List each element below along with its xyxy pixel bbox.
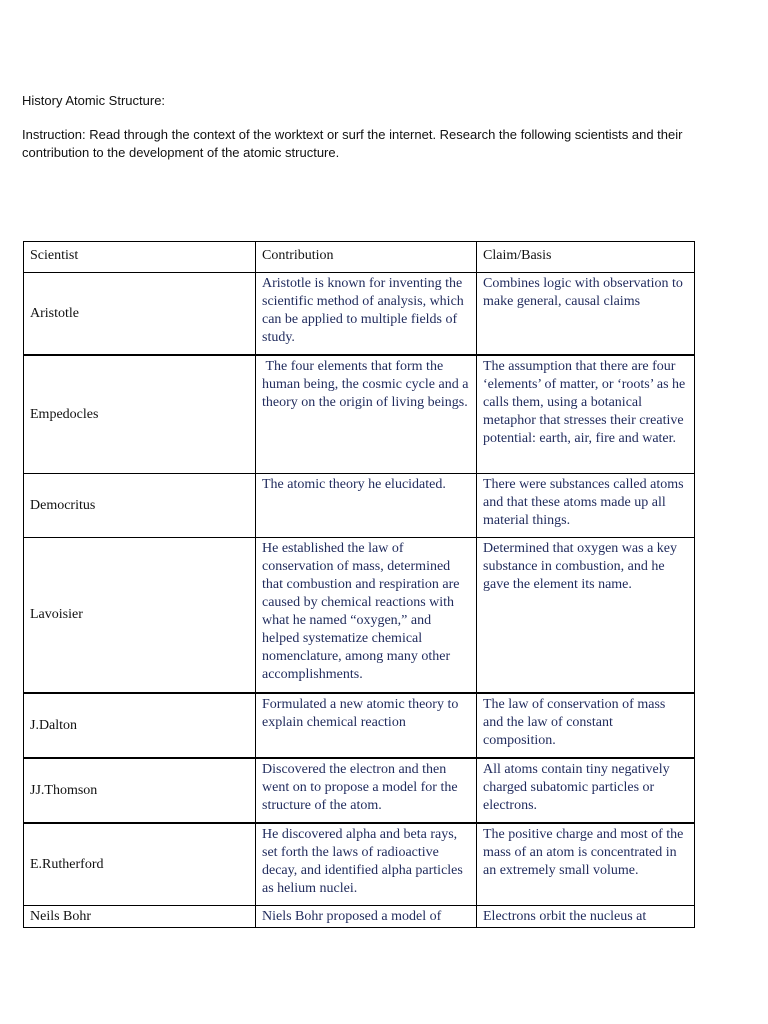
contribution-cell: Niels Bohr proposed a model of [256,906,477,928]
contribution-cell: He established the law of conservation of mass, determined that combustion and respiration are caused by chemical reactions with what he named “oxygen,” and helped systematize chemical nomenclature, among many other accomplishments. [256,538,477,693]
scientist-name: Democritus [24,474,256,538]
table-row [24,906,695,928]
contribution-cell: He discovered alpha and beta rays, set forth the laws of radioactive decay, and identified alpha particles as helium nuclei. [256,823,477,906]
scientist-name: E.Rutherford [24,823,256,906]
table-row [24,693,695,758]
contribution-cell: The four elements that form the human being, the cosmic cycle and a theory on the origin of living beings. [256,355,477,474]
scientist-name: J.Dalton [24,693,256,758]
table-header-row [24,242,695,273]
table-row [24,474,695,538]
contribution-cell: Aristotle is known for inventing the scientific method of analysis, which can be applied to multiple fields of study. [256,273,477,355]
scientist-name: Aristotle [24,273,256,355]
claim-cell: Electrons orbit the nucleus at [477,906,695,928]
instruction-text: Instruction: Read through the context of the worktext or surf the internet. Research the following scientists and their contribution to the development of the atomic structure. [22,127,683,160]
table-row [24,538,695,693]
header-contribution: Contribution [256,242,477,273]
claim-cell: The assumption that there are four ‘elements’ of matter, or ‘roots’ as he calls them, using a botanical metaphor that stresses their creative potential: earth, air, fire and water. [477,355,695,474]
claim-cell: The positive charge and most of the mass of an atom is concentrated in an extremely small volume. [477,823,695,906]
table-row [24,758,695,823]
table-row [24,823,695,906]
scientist-table [23,241,695,928]
scientist-name: Lavoisier [24,538,256,693]
scientist-name: JJ.Thomson [24,758,256,823]
claim-cell: The law of conservation of mass and the law of constant composition. [477,693,695,758]
contribution-cell: Formulated a new atomic theory to explain chemical reaction [256,693,477,758]
table-row [24,273,695,355]
header-scientist: Scientist [24,242,256,273]
contribution-cell: The atomic theory he elucidated. [256,474,477,538]
page-title: History Atomic Structure: [22,93,166,108]
table-row [24,355,695,474]
header-claim: Claim/Basis [477,242,695,273]
scientist-name: Neils Bohr [24,906,256,928]
claim-cell: Combines logic with observation to make general, causal claims [477,273,695,355]
claim-cell: There were substances called atoms and that these atoms made up all material things. [477,474,695,538]
scientist-name: Empedocles [24,355,256,474]
claim-cell: Determined that oxygen was a key substance in combustion, and he gave the element its name. [477,538,695,693]
claim-cell: All atoms contain tiny negatively charged subatomic particles or electrons. [477,758,695,823]
contribution-cell: Discovered the electron and then went on to propose a model for the structure of the atom. [256,758,477,823]
